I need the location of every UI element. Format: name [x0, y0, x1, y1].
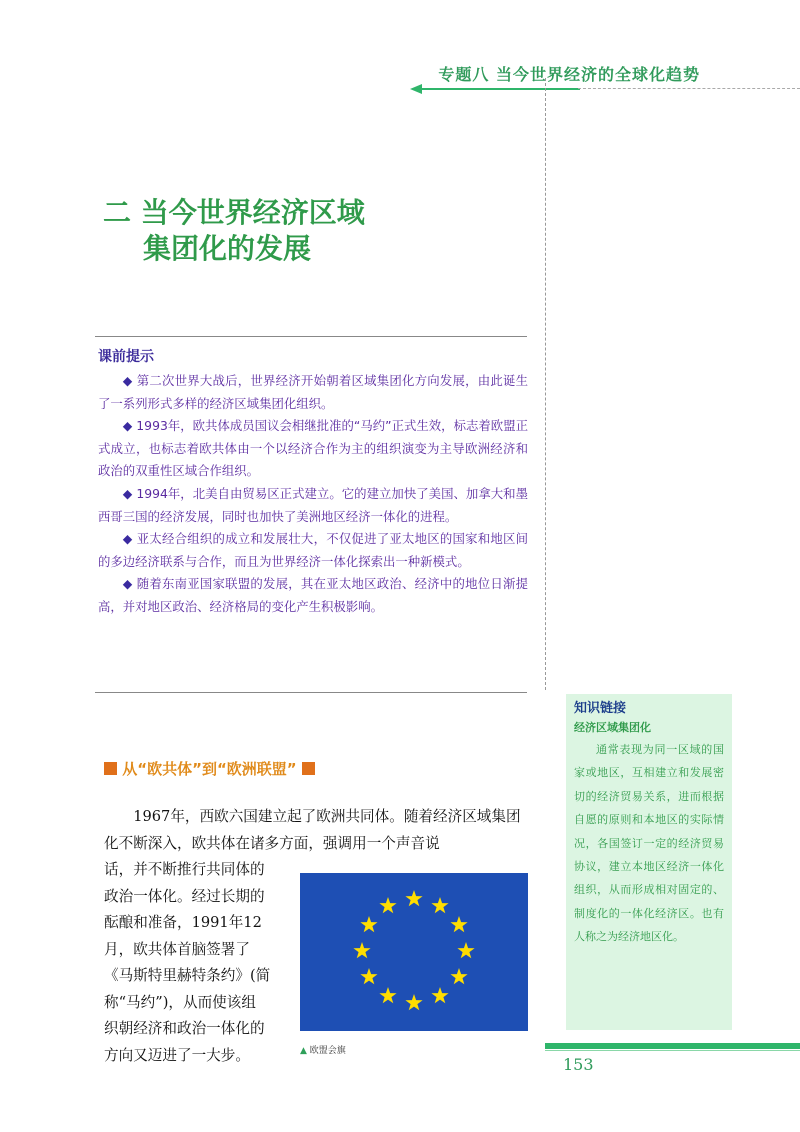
- body-line: 称“马约”)，从而使该组: [104, 993, 256, 1011]
- section-heading: [104, 758, 315, 779]
- body-line: 织朝经济和政治一体化的: [104, 1020, 265, 1037]
- eu-flag-image: [300, 873, 528, 1031]
- diamond-bullet-icon: ◆: [122, 373, 133, 388]
- margin-dashed-divider: [545, 78, 546, 690]
- square-marker-icon: [104, 762, 117, 775]
- tips-item: ◆ 亚太经合组织的成立和发展壮大，不仅促进了亚太地区的国家和地区间的多边经济联系与合作，而且为世界经济一体化探索出一种新模式。: [98, 531, 529, 569]
- page-number: 153: [563, 1055, 594, 1074]
- tips-heading: 课前提示: [98, 349, 154, 365]
- chapter-title-line2: 集团化的发展: [143, 232, 312, 265]
- header-dashed-line: [578, 88, 800, 89]
- section-heading-text: 从“欧共体”到“欧洲联盟”: [122, 760, 297, 778]
- tips-top-rule: [95, 336, 527, 337]
- sidebar-subheading: 经济区域集团化: [574, 721, 651, 734]
- diamond-bullet-icon: ◆: [122, 531, 133, 547]
- body-line: 月，欧共体首脑签署了: [104, 940, 250, 958]
- chapter-title: [103, 195, 365, 267]
- diamond-bullet-icon: ◆: [122, 418, 133, 434]
- caption-triangle-icon: ▲: [300, 1046, 307, 1056]
- tips-item: ◆ 1993年，欧共体成员国议会相继批准的“马约”正式生效，标志着欧盟正式成立，也标志着欧共体由一个以经济合作为主的组织演变为主导欧洲经济和政治的双重性区域合作组织。: [98, 418, 528, 479]
- body-line: 方向又迈进了一大步。: [104, 1046, 250, 1064]
- flag-caption-text: 欧盟会旗: [309, 1046, 346, 1056]
- header-title: 专题八 当今世界经济的全球化趋势: [438, 65, 700, 84]
- tips-item: ◆ 随着东南亚国家联盟的发展，其在亚太地区政治、经济中的地位日渐提高，并对地区政治、经济格局的变化产生积极影响。: [98, 576, 529, 614]
- knowledge-link-sidebar: [566, 694, 732, 1030]
- square-marker-icon: [302, 762, 315, 775]
- tips-item: ◆ 1994年，北美自由贸易区正式建立。它的建立加快了美国、加拿大和墨西哥三国的经济发展，同时也加快了美洲地区经济一体化的进程。: [98, 485, 528, 524]
- tips-item: ◆ 第二次世界大战后，世界经济开始朝着区域集团化方向发展，由此诞生了一系列形式多样的经济区域集团化组织。: [98, 373, 529, 411]
- chapter-title-line1: 二 当今世界经济区域: [103, 196, 365, 229]
- eu-flag-stars: [300, 873, 528, 1031]
- sidebar-heading: 知识链接: [574, 701, 627, 716]
- body-line: 酝酿和准备，1991年12: [104, 914, 262, 931]
- body-line: 政治一体化。经过长期的: [104, 887, 265, 905]
- flag-caption: [300, 1043, 346, 1056]
- body-line: 1967年，西欧六国建立起了欧洲共同体。随着经济区域集团化不断深入，欧共体在诸多方面，强调用一个声音说: [104, 808, 521, 852]
- footer-line: [545, 1050, 800, 1051]
- header-line: [420, 88, 580, 90]
- tips-bottom-rule: [95, 692, 527, 693]
- diamond-bullet-icon: ◆: [122, 576, 133, 592]
- sidebar-body: 通常表现为同一区域的国家或地区，互相建立和发展密切的经济贸易关系，进而根据自愿的原则和本地区的实际情况，各国签订一定的经济贸易协议，建立本地区经济一体化组织，从而形成相对固定的、制度化的一体化经济区。也有人称之为经济地区化。: [574, 743, 724, 944]
- footer-bar: [545, 1043, 800, 1049]
- diamond-bullet-icon: ◆: [122, 485, 133, 501]
- body-line: 话，并不断推行共同体的: [104, 861, 265, 878]
- tips-list: [98, 370, 528, 619]
- body-line: 《马斯特里赫特条约》(简: [104, 967, 271, 984]
